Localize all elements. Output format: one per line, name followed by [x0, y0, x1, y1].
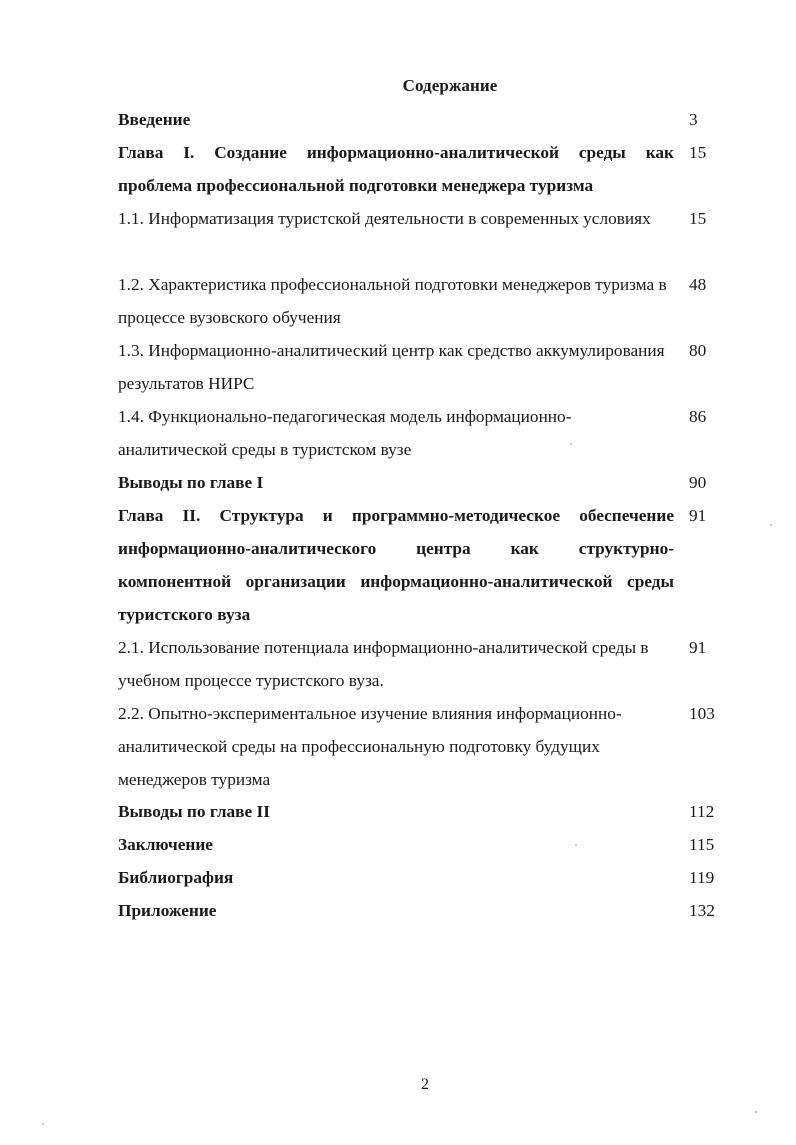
toc-page-number: 15 — [689, 143, 707, 162]
footer-page-number: 2 — [421, 1076, 429, 1093]
toc-page-number: 115 — [689, 835, 715, 854]
scan-speck — [42, 1123, 44, 1125]
toc-entry-section-2-1: 2.1. Использование потенциала информационно-аналитической среды в учебном процессе туристского вуза. — [118, 638, 649, 690]
toc-entry-bibliography: Библиография — [118, 868, 234, 887]
scan-speck — [755, 1111, 757, 1113]
toc-entry-conclusions-chapter-1: Выводы по главе I — [118, 473, 264, 492]
toc-entry-appendix: Приложение — [118, 901, 217, 920]
toc-entry-conclusions-chapter-2: Выводы по главе II — [118, 802, 270, 821]
toc-entry-introduction: Введение — [118, 110, 191, 129]
toc-entry-section-1-3: 1.3. Информационно-аналитический центр как средство аккумулирования результатов НИРС — [118, 341, 665, 393]
toc-page-number: 15 — [689, 209, 707, 228]
toc-page-number: 90 — [689, 473, 707, 492]
toc-entry-chapter-1: Глава I. Создание информационно-аналитической среды как проблема профессиональной подготовки менеджера туризма — [118, 143, 674, 195]
toc-entry-chapter-2: Глава II. Структура и программно-методическое обеспечение информационно-аналитического центра как структурно-компонентной организации информационно-аналитической среды туристского вуза — [118, 506, 674, 624]
toc-page-number: 80 — [689, 341, 707, 360]
toc-page-number: 112 — [689, 802, 715, 821]
scan-speck — [770, 524, 772, 526]
toc-page-number: 86 — [689, 407, 707, 426]
toc-entry-section-2-2: 2.2. Опытно-экспериментальное изучение влияния информационно-аналитической среды на профессиональную подготовку будущих менеджеров туризма — [118, 704, 622, 789]
toc-entry-section-1-4: 1.4. Функционально-педагогическая модель информационно-аналитической среды в туристском вузе — [118, 407, 572, 459]
toc-page-number: 91 — [689, 638, 707, 657]
scan-speck — [570, 443, 572, 445]
toc-page-number: 119 — [689, 868, 715, 887]
toc-page-number: 48 — [689, 275, 707, 294]
toc-page-number: 132 — [689, 901, 715, 920]
toc-entry-conclusion: Заключение — [118, 835, 213, 854]
toc-entry-section-1-1: 1.1. Информатизация туристской деятельности в современных условиях — [118, 209, 651, 228]
toc-entry-section-1-2: 1.2. Характеристика профессиональной подготовки менеджеров туризма в процессе вузовского обучения — [118, 275, 667, 327]
toc-page-number: 103 — [689, 704, 715, 723]
toc-title: Содержание — [402, 76, 498, 95]
scan-speck — [575, 844, 577, 846]
toc-page-number: 3 — [689, 110, 698, 129]
toc-page-number: 91 — [689, 506, 707, 525]
